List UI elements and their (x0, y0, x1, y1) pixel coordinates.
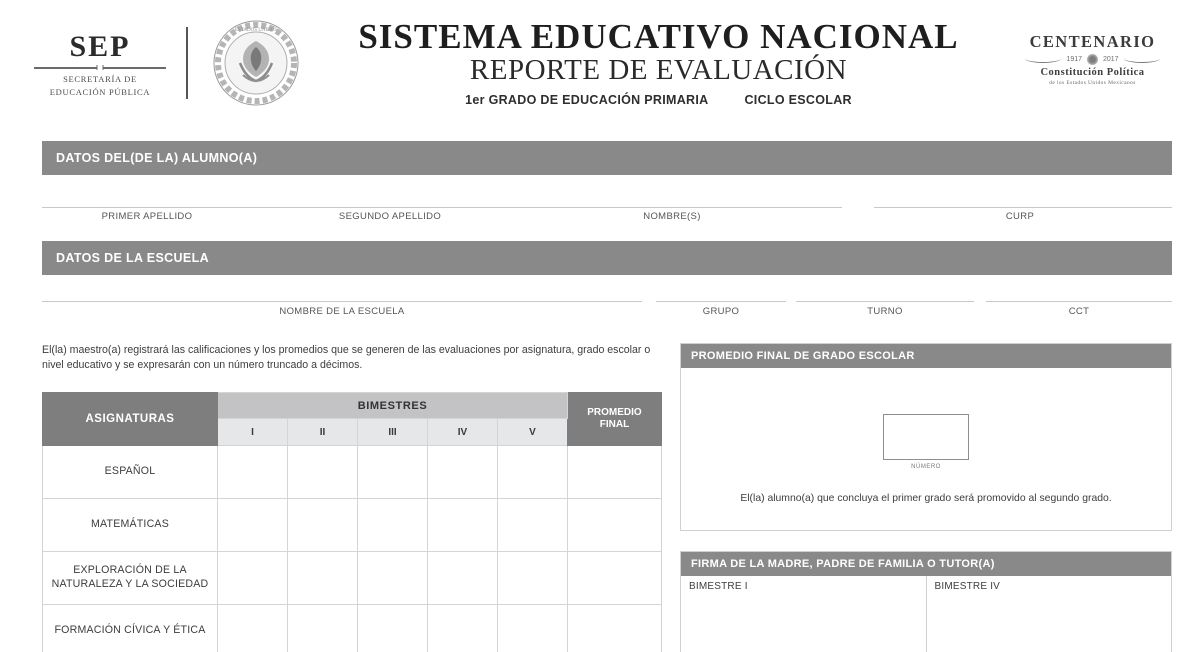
title-block (302, 16, 1005, 108)
centenario-line1: Constitución Política (1040, 66, 1145, 78)
grade-cell[interactable] (498, 552, 568, 605)
subject-matematicas: MATEMÁTICAS (43, 499, 218, 552)
grade-cell[interactable] (358, 605, 428, 652)
sep-logo (20, 28, 180, 98)
label-segundo-apellido: SEGUNDO APELLIDO (338, 211, 442, 222)
final-average-panel (680, 343, 1172, 531)
page-title: SISTEMA EDUCATIVO NACIONAL (358, 16, 959, 56)
final-average-cell[interactable] (568, 605, 662, 652)
grade-and-cycle-line (312, 93, 1005, 107)
grades-bimestre-3: III (358, 419, 428, 446)
centenario-year-left: 1917 (1066, 55, 1082, 63)
student-section-header (42, 141, 1172, 175)
signature-cell-bimestre-1[interactable] (681, 576, 926, 652)
promotion-note: El(la) alumno(a) que concluya el primer grado será promovido al segundo grado. (740, 493, 1112, 504)
grade-cell[interactable] (498, 499, 568, 552)
signature-panel (680, 551, 1172, 652)
label-nombres: NOMBRE(S) (643, 211, 701, 222)
student-section-title: DATOS DEL(DE LA) ALUMNO(A) (56, 151, 258, 165)
final-average-panel-title: PROMEDIO FINAL DE GRADO ESCOLAR (691, 350, 915, 362)
grade-cell[interactable] (218, 605, 288, 652)
sep-acronym: SEP (69, 30, 131, 64)
table-row (43, 605, 662, 652)
grade-cell[interactable] (428, 605, 498, 652)
label-turno: TURNO (867, 306, 903, 317)
label-curp: CURP (1005, 211, 1035, 222)
final-average-box-label: NÚMERO (911, 464, 941, 470)
instructions-text: El(la) maestro(a) registrará las calificaciones y los promedios que se generen de las evaluaciones por asignatura, grado escolar o nivel educativo y se expresarán con un número truncado a décimos. (42, 344, 651, 372)
grade-cell[interactable] (358, 499, 428, 552)
student-field-line-names (42, 207, 842, 208)
grades-bimestre-1: I (218, 419, 288, 446)
document-header (0, 0, 1200, 126)
cycle-label: CICLO ESCOLAR (744, 93, 852, 108)
grades-col-subjects: ASIGNATURAS (43, 393, 218, 446)
final-average-panel-header (681, 344, 1171, 368)
label-grupo: GRUPO (702, 306, 740, 317)
grade-cell[interactable] (218, 499, 288, 552)
centenario-ornament (1005, 54, 1180, 65)
grade-cell[interactable] (358, 552, 428, 605)
sep-logo-rule (34, 67, 166, 69)
grade-cell[interactable] (358, 446, 428, 499)
mexican-coat-of-arms-icon (210, 17, 302, 109)
grades-table (42, 392, 662, 652)
grade-cell[interactable] (498, 605, 568, 652)
label-nombre-escuela: NOMBRE DE LA ESCUELA (279, 306, 405, 317)
grade-cell[interactable] (288, 605, 358, 652)
centenario-seal-icon (1087, 54, 1098, 65)
final-average-cell[interactable] (568, 552, 662, 605)
school-field-line-cct (986, 301, 1172, 302)
table-row (43, 446, 662, 499)
table-row (43, 499, 662, 552)
table-row (43, 552, 662, 605)
grade-cell[interactable] (498, 446, 568, 499)
school-field-line-name (42, 301, 642, 302)
grades-bimestre-4: IV (428, 419, 498, 446)
header-divider (186, 27, 188, 99)
school-section-title: DATOS DE LA ESCUELA (56, 251, 209, 265)
signature-columns (681, 576, 1171, 652)
sep-subtitle-line2: EDUCACIÓN PÚBLICA (49, 86, 151, 97)
grades-col-final-average (568, 393, 662, 446)
signature-panel-header (681, 552, 1171, 576)
school-field-line-grupo (656, 301, 786, 302)
grade-cell[interactable] (288, 446, 358, 499)
final-average-input[interactable] (883, 414, 969, 460)
signature-label-bimestre-4: BIMESTRE IV (934, 581, 1001, 592)
signature-panel-title: FIRMA DE LA MADRE, PADRE DE FAMILIA O TUTOR(A) (691, 558, 995, 570)
subject-espanol: ESPAÑOL (43, 446, 218, 499)
grade-cell[interactable] (428, 552, 498, 605)
grades-col-bimestres: BIMESTRES (218, 393, 568, 419)
grades-col-final-line1: PROMEDIO (587, 406, 642, 418)
svg-text:ESTADOS UNIDOS: ESTADOS UNIDOS (234, 28, 278, 33)
grade-cell[interactable] (288, 552, 358, 605)
centenario-title: CENTENARIO (1029, 32, 1156, 52)
centenario-line2: de los Estados Unidos Mexicanos (1049, 79, 1136, 86)
sep-subtitle-line1: SECRETARÍA DE (63, 74, 137, 85)
student-field-line-curp (874, 207, 1172, 208)
grade-cell[interactable] (428, 499, 498, 552)
final-average-cell[interactable] (568, 499, 662, 552)
centenario-logo (1005, 34, 1180, 91)
grade-label: 1er GRADO DE EDUCACIÓN PRIMARIA (465, 93, 709, 108)
grade-cell[interactable] (218, 552, 288, 605)
signature-label-bimestre-1: BIMESTRE I (689, 581, 748, 592)
school-section-header (42, 241, 1172, 275)
subject-formacion-civica-etica: FORMACIÓN CÍVICA Y ÉTICA (43, 605, 218, 652)
final-average-box-wrap (681, 414, 1171, 470)
grade-cell[interactable] (288, 499, 358, 552)
grades-bimestre-5: V (498, 419, 568, 446)
label-primer-apellido: PRIMER APELLIDO (101, 211, 193, 222)
grades-bimestre-2: II (288, 419, 358, 446)
signature-cell-bimestre-4[interactable] (926, 576, 1172, 652)
label-cct: CCT (1068, 306, 1090, 317)
school-field-line-turno (796, 301, 974, 302)
grade-cell[interactable] (218, 446, 288, 499)
grade-cell[interactable] (428, 446, 498, 499)
final-average-cell[interactable] (568, 446, 662, 499)
subject-exploracion-naturaleza-sociedad: EXPLORACIÓN DE LA NATURALEZA Y LA SOCIEDAD (43, 552, 218, 605)
page-subtitle: REPORTE DE EVALUACIÓN (469, 54, 848, 87)
centenario-year-right: 2017 (1103, 55, 1119, 63)
grades-col-final-line2: FINAL (599, 419, 630, 430)
